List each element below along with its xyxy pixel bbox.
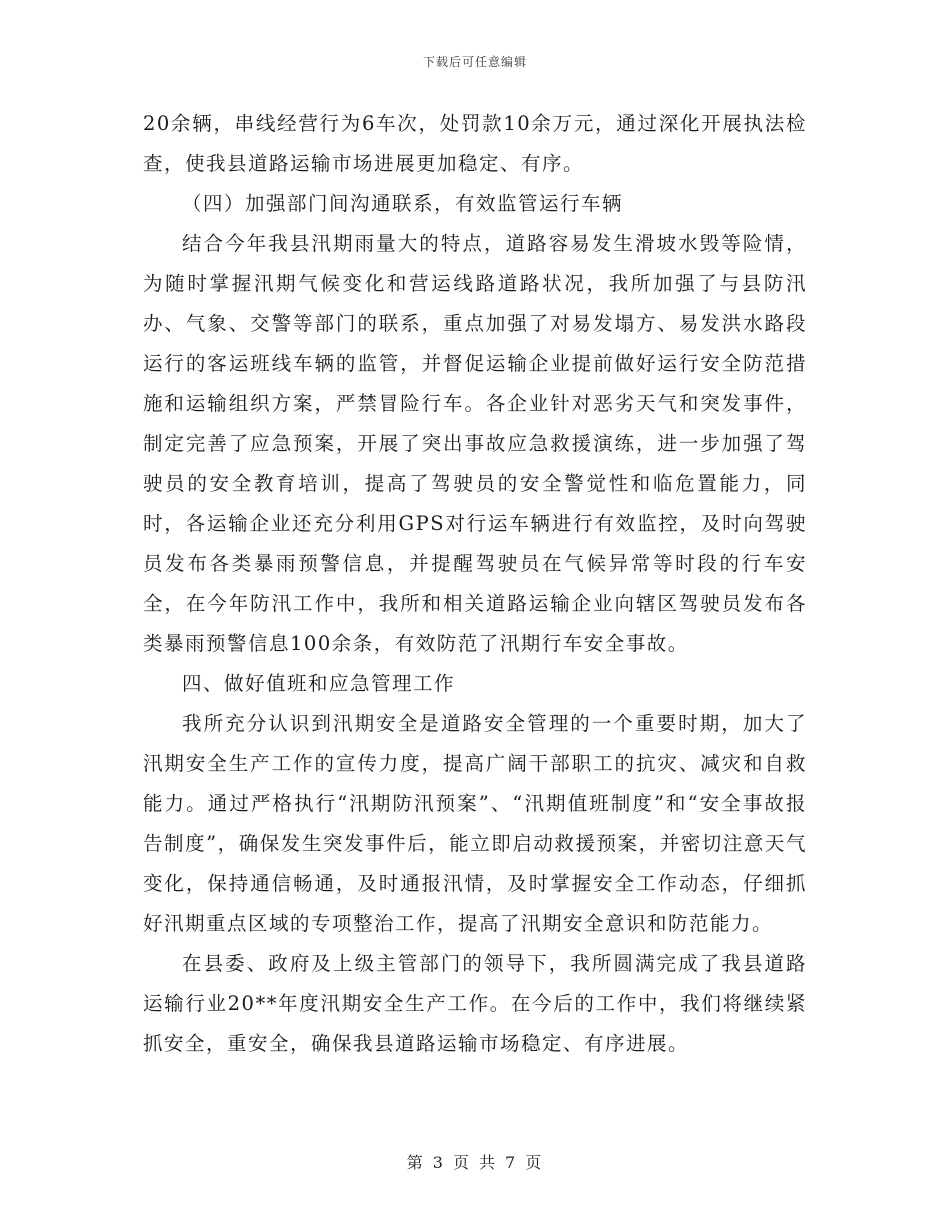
section-heading-4: （四）加强部门间沟通联系，有效监管运行车辆	[182, 192, 624, 215]
footer-current-page: 3	[432, 1153, 445, 1172]
footer-total-prefix: 共	[479, 1153, 498, 1172]
footer-page-word: 页	[452, 1153, 471, 1172]
paragraph-flood-monitoring: 结合今年我县汛期雨量大的特点，道路容易发生滑坡水毁等险情，为随时掌握汛期气候变化和营运线路道路状况，我所加强了与县防汛办、气象、交警等部门的联系，重点加强了对易发塌方、易发洪水路段运行的客运班线车辆的监管，并督促运输企业提前做好运行安全防范措施和运输组织方案，严禁冒险行车。各企业针对恶劣天气和突发事件，制定完善了应急预案，开展了突出事故应急救援演练，进一步加强了驾驶员的安全教育培训，提高了驾驶员的安全警觉性和临危置能力，同时，各运输企业还充分利用GPS对行运车辆进行有效监控，及时向驾驶员发布各类暴雨预警信息，并提醒驾驶员在气候异常等时段的行车安全，在今年防汛工作中，我所和相关道路运输企业向辖区驾驶员发布各类暴雨预警信息100余条，有效防范了汛期行车安全事故。	[143, 232, 807, 655]
page-footer	[0, 1150, 950, 1173]
page-header: 下载后可任意编辑	[422, 55, 527, 69]
paragraph-1: 20余辆，串线经营行为6车次，处罚款10余万元，通过深化开展执法检查，使我县道路运输市场进展更加稳定、有序。	[143, 112, 807, 175]
footer-total-suffix: 页	[525, 1153, 544, 1172]
paragraph-duty-emergency: 我所充分认识到汛期安全是道路安全管理的一个重要时期，加大了汛期安全生产工作的宣传力度，提高广阔干部职工的抗灾、减灾和自救能力。通过严格执行“汛期防汛预案”、“汛期值班制度”和“安全事故报告制度”，确保发生突发事件后，能立即启动救援预案，并密切注意天气变化，保持通信畅通，及时通报汛情，及时掌握安全工作动态，仔细抓好汛期重点区域的专项整治工作，提高了汛期安全意识和防范能力。	[143, 712, 807, 935]
footer-page-prefix: 第	[406, 1153, 425, 1172]
document-body	[143, 104, 807, 1064]
paragraph-conclusion: 在县委、政府及上级主管部门的领导下，我所圆满完成了我县道路运输行业20**年度汛期安全生产工作。在今后的工作中，我们将继续紧抓安全，重安全，确保我县道路运输市场稳定、有序进展。	[143, 952, 807, 1055]
section-heading-duty: 四、做好值班和应急管理工作	[182, 672, 456, 695]
footer-total-pages: 7	[505, 1153, 518, 1172]
